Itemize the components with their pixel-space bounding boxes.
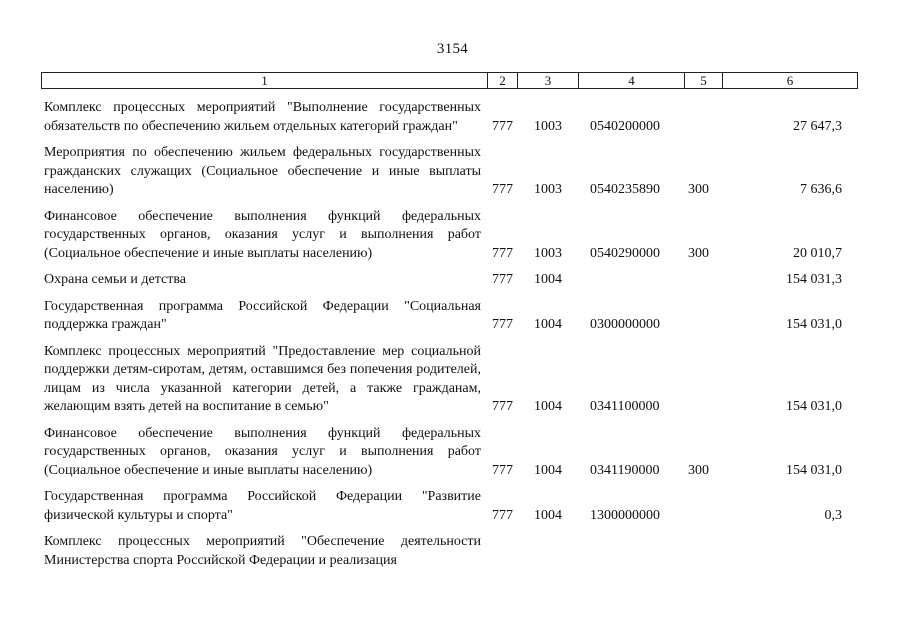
row-ministry-code: 777 [492, 462, 513, 478]
table-row [44, 208, 874, 264]
row-section-code: 1003 [534, 245, 562, 261]
row-target-code: 0341100000 [590, 399, 660, 414]
row-ministry-code: 777 [492, 245, 513, 261]
row-description: Комплекс процессных мероприятий "Обеспечение деятельности Министерства спорта Российской Федерации и реализация [44, 534, 481, 568]
row-description: Финансовое обеспечение выполнения функций федеральных государственных органов, оказания услуг и выполнения работ (Социальное обеспечение и иные выплаты населению) [44, 425, 481, 478]
row-description: Охрана семьи и детства [44, 272, 186, 287]
row-description: Мероприятия по обеспечению жильем федеральных государственных гражданских служащих (Социальное обеспечение и иные выплаты населению) [44, 145, 481, 197]
row-ministry-code: 777 [492, 118, 513, 134]
row-expense-type: 300 [688, 462, 709, 478]
row-amount: 7 636,6 [800, 182, 842, 197]
row-description: Государственная программа Российской Федерации "Социальная поддержка граждан" [44, 298, 481, 332]
header-col-6: 6 [722, 73, 857, 88]
header-col-2: 2 [487, 73, 517, 88]
row-target-code: 0341190000 [590, 462, 660, 478]
row-expense-type: 300 [688, 245, 709, 261]
header-col-3: 3 [517, 73, 578, 88]
row-amount: 154 031,0 [786, 399, 842, 414]
row-section-code: 1003 [534, 182, 562, 197]
row-amount: 154 031,3 [786, 272, 842, 287]
header-col-1: 1 [261, 73, 268, 88]
row-description: Финансовое обеспечение выполнения функций федеральных государственных органов, оказания услуг и выполнения работ (Социальное обеспечение и иные выплаты населению) [44, 208, 481, 261]
table-row [44, 298, 874, 335]
table-row [44, 99, 874, 136]
row-amount: 20 010,7 [793, 245, 842, 261]
row-amount: 154 031,0 [786, 462, 842, 478]
row-description: Государственная программа Российской Федерации "Развитие физической культуры и спорта" [44, 489, 481, 523]
budget-table-body [44, 99, 874, 578]
row-amount: 27 647,3 [793, 118, 842, 134]
row-section-code: 1004 [534, 399, 562, 414]
page-number: 3154 [436, 41, 469, 57]
table-row [44, 343, 874, 417]
header-col-5: 5 [684, 73, 722, 88]
row-description: Комплекс процессных мероприятий "Выполнение государственных обязательств по обеспечению жильем отдельных категорий граждан" [44, 100, 481, 134]
row-description: Комплекс процессных мероприятий "Предоставление мер социальной поддержки детям-сиротам, детям, оставшимся без попечения родителей, лицам из числа указанной категории детей, а также гражданам, желающим взять детей на воспитание в семью" [44, 343, 481, 414]
table-row [44, 488, 874, 525]
row-section-code: 1004 [534, 272, 562, 287]
row-target-code: 0540235890 [590, 182, 660, 197]
row-section-code: 1004 [534, 317, 562, 332]
row-ministry-code: 777 [492, 399, 513, 414]
row-ministry-code: 777 [492, 507, 513, 523]
row-ministry-code: 777 [492, 182, 513, 197]
row-target-code: 1300000000 [590, 507, 660, 523]
row-ministry-code: 777 [492, 317, 513, 332]
row-target-code: 0540200000 [590, 118, 660, 134]
row-target-code: 0300000000 [590, 317, 660, 332]
row-section-code: 1003 [534, 118, 562, 134]
table-row-partial [44, 533, 874, 570]
row-section-code: 1004 [534, 462, 562, 478]
header-col-4: 4 [578, 73, 684, 88]
row-target-code: 0540290000 [590, 245, 660, 261]
row-expense-type: 300 [688, 182, 709, 197]
row-amount: 0,3 [824, 507, 842, 523]
row-section-code: 1004 [534, 507, 562, 523]
table-row [44, 425, 874, 481]
row-amount: 154 031,0 [786, 317, 842, 332]
table-header-row [41, 72, 858, 89]
table-row [44, 271, 874, 290]
table-row [44, 144, 874, 200]
row-ministry-code: 777 [492, 272, 513, 287]
